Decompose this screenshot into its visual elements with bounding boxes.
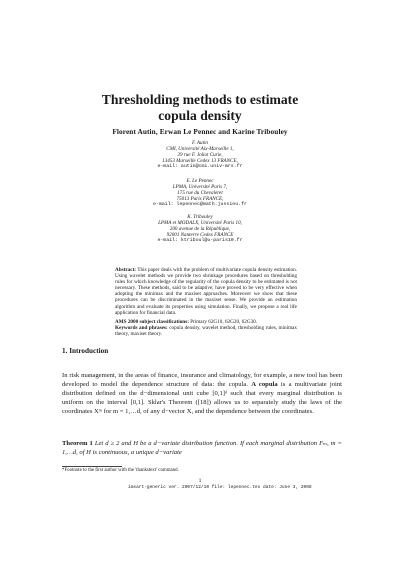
affil-line: K. Tribouley — [187, 214, 213, 220]
title-line-1: Thresholding methods to estimate — [101, 92, 299, 107]
keywords-text: copula density, wavelet method, thresholding rules, minimax theory, maxiset theory. — [115, 324, 297, 337]
affil-line: 200 avenue de la République, — [169, 226, 231, 233]
running-footer: imsart-generic ver. 2007/12/10 file: lepennec.tex date: June 3, 2008 — [128, 485, 312, 490]
keywords-label: Keywords and phrases: — [115, 324, 168, 331]
abstract-text: This paper deals with the problem of multivariate copula density estimation. Using wavelet methods we provide two shrinkage procedures based on thresholding rules for which knowledge of the regularity of the copula density to be estimated is not necessary. These methods, said to be adaptive, have proved to be very effective when adopting the minimax and the maxiset approaches. Moreover we show that these procedures can be discriminated in the maxiset sense. We provide an estimation algorithm and evaluate its properties using simulation. Finally, we propose a real life application for financial data. — [115, 267, 298, 316]
author-list: Florent Autin, Erwan Le Pennec and Karine Tribouley — [112, 127, 288, 136]
affil-line: LPMA, Université Paris 7, — [172, 184, 228, 191]
title-line-2: copula density — [158, 108, 242, 123]
affiliation-lepennec — [100, 178, 300, 208]
paper-title — [80, 92, 320, 124]
intro-text-1: In risk management, in the areas of finance, insurance and climatology, for example, a new tool has been developed to model the dependence structure of data: the copula. — [62, 372, 342, 388]
footnote-rule — [62, 466, 122, 467]
affil-email: e-mail: ktriboul@u-paris10.fr — [157, 238, 243, 244]
affil-line: 92001 Nanterre Cedex FRANCE — [166, 232, 234, 239]
affil-line: 13453 Marseille Cedex 13 FRANCE, — [162, 158, 238, 165]
intro-bold-term: A copula — [251, 380, 278, 388]
theorem-statement — [62, 440, 342, 458]
abstract-label: Abstract: — [115, 267, 137, 273]
ams-text: Primary 62G10, 62G20, 62G30. — [190, 318, 258, 325]
ams-label: AMS 2000 subject classifications: — [115, 318, 189, 325]
affiliation-tribouley — [100, 214, 300, 244]
abstract-block — [115, 267, 297, 337]
affil-line: E. Le Pennec — [186, 178, 214, 184]
affil-line: 175 rue du Chevaleret — [177, 190, 223, 197]
page-number: 1 — [198, 478, 202, 484]
affil-line: CMI, Université Aix-Marseille 1, — [166, 146, 234, 153]
classification-paragraph — [115, 319, 297, 337]
abstract-paragraph — [115, 267, 297, 316]
affil-line: F. Autin — [192, 140, 208, 146]
footnote: *Footnote to the first author with the 'thankstext' command. — [62, 468, 179, 473]
section-heading-introduction: 1. Introduction — [62, 347, 109, 355]
theorem-label: Theorem 1 — [62, 440, 93, 447]
introduction-paragraph — [62, 372, 342, 417]
affil-line: 75013 Paris FRANCE, — [176, 196, 224, 203]
affil-email: e-mail: lepennec@math.jussieu.fr — [153, 202, 247, 208]
affiliation-autin — [100, 140, 300, 170]
affil-email: e-mail: autin@cmi.univ-mrs.fr — [157, 164, 243, 170]
theorem-text: Let d ≥ 2 and H be a d−variate distribution function. If each marginal distribution Fₘ, m = 1,…d, of H is continuous, a unique d−variate — [62, 440, 342, 456]
affil-line: 39 rue F. Joliot Curie, — [177, 152, 223, 159]
intro-text-2: is a multivariate joint distribution defined on the d−dimensional unit cube [0,1]ᵈ such that every marginal distribution is uniform on the interval [0,1]. Sklar's Theorem ([18]) allows us to separately study the laws of the coordinates Xᵐ for m = 1,…d, of any d−vector X, and the dependence between the coordinates. — [62, 380, 342, 415]
affil-line: LPMA et MODALX, Université Paris 10, — [158, 220, 242, 227]
